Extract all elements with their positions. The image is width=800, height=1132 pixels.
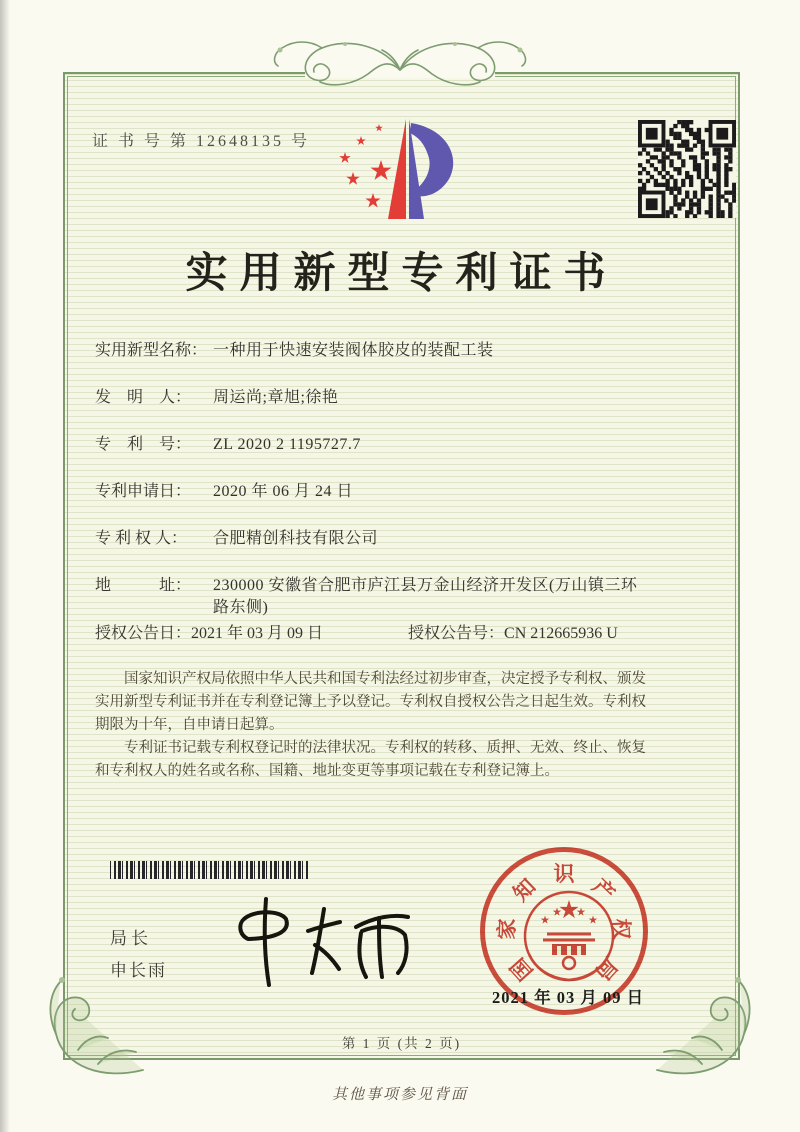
bottom-left-flourish-ornament (38, 972, 148, 1082)
grant-date-value: 2021 年 03 月 09 日 (191, 625, 324, 642)
top-flourish-ornament (250, 32, 550, 90)
seal-date: 2021 年 03 月 09 日 (492, 988, 645, 1007)
seal-character: 国 (505, 953, 538, 985)
legal-paragraph: 专利证书记载专利权登记时的法律状况。专利权的转移、质押、无效、终止、恢复和专利权人的姓名或名称、国籍、地址变更等事项记载在专利登记簿上。 (95, 740, 646, 779)
legal-paragraph: 国家知识产权局依照中华人民共和国专利法经过初步审查，决定授予专利权、颁发实用新型专利证书并在专利登记簿上予以登记。专利权自授权公告之日起生效。专利权期限为十年，自申请日起算。 (95, 671, 646, 733)
barcode (110, 861, 310, 879)
grant-no-value: CN 212665936 U (504, 625, 618, 642)
field-value: 230000 安徽省合肥市庐江县万金山经济开发区(万山镇三环路东侧) (213, 577, 638, 616)
field-row-address (95, 575, 660, 619)
field-row-inventors (95, 387, 660, 409)
seal-character: 产 (587, 874, 620, 906)
legal-text-block (95, 668, 652, 783)
cnipa-logo-icon (333, 113, 473, 235)
field-label: 专 利 权 人： (95, 530, 188, 547)
field-value: 2020 年 06 月 24 日 (213, 483, 354, 500)
seal-character: 家 (494, 918, 520, 940)
seal-character: 局 (590, 953, 623, 985)
qr-code (638, 120, 736, 218)
field-label: 地 址： (95, 577, 192, 594)
field-label: 发 明 人： (95, 389, 192, 406)
field-row-grant (95, 623, 660, 645)
field-label: 专利申请日： (95, 483, 192, 500)
seal-character: 权 (608, 918, 634, 940)
commissioner-signature (228, 893, 423, 991)
field-row-patentee (95, 528, 660, 550)
page-number: 第 1 页 (共 2 页) (341, 1036, 462, 1051)
field-value: 一种用于快速安装阀体胶皮的装配工装 (213, 342, 494, 359)
officer-title: 局长 (110, 929, 152, 948)
back-side-note: 其他事项参见背面 (331, 1087, 468, 1103)
field-row-filing-date (95, 481, 660, 503)
national-emblem-icon (518, 885, 620, 987)
seal-character: 知 (508, 874, 541, 906)
field-label: 专 利 号： (95, 436, 192, 453)
officer-name: 申长雨 (110, 961, 167, 980)
grant-no-label: 授权公告号： (408, 625, 505, 642)
bottom-right-flourish-ornament (652, 972, 762, 1082)
seal-character: 识 (553, 862, 575, 886)
field-label: 实用新型名称： (95, 342, 208, 359)
field-value: 合肥精创科技有限公司 (213, 530, 379, 547)
certificate-fields (95, 340, 660, 645)
field-value: 周运尚;章旭;徐艳 (213, 389, 339, 406)
field-row-patent-no (95, 434, 660, 456)
field-row-name (95, 340, 660, 362)
field-value: ZL 2020 2 1195727.7 (213, 436, 361, 453)
certificate-title: 实用新型专利证书 (185, 251, 618, 297)
certificate-number: 证 书 号 第 12648135 号 (92, 133, 311, 150)
grant-date-label: 授权公告日： (95, 625, 192, 642)
